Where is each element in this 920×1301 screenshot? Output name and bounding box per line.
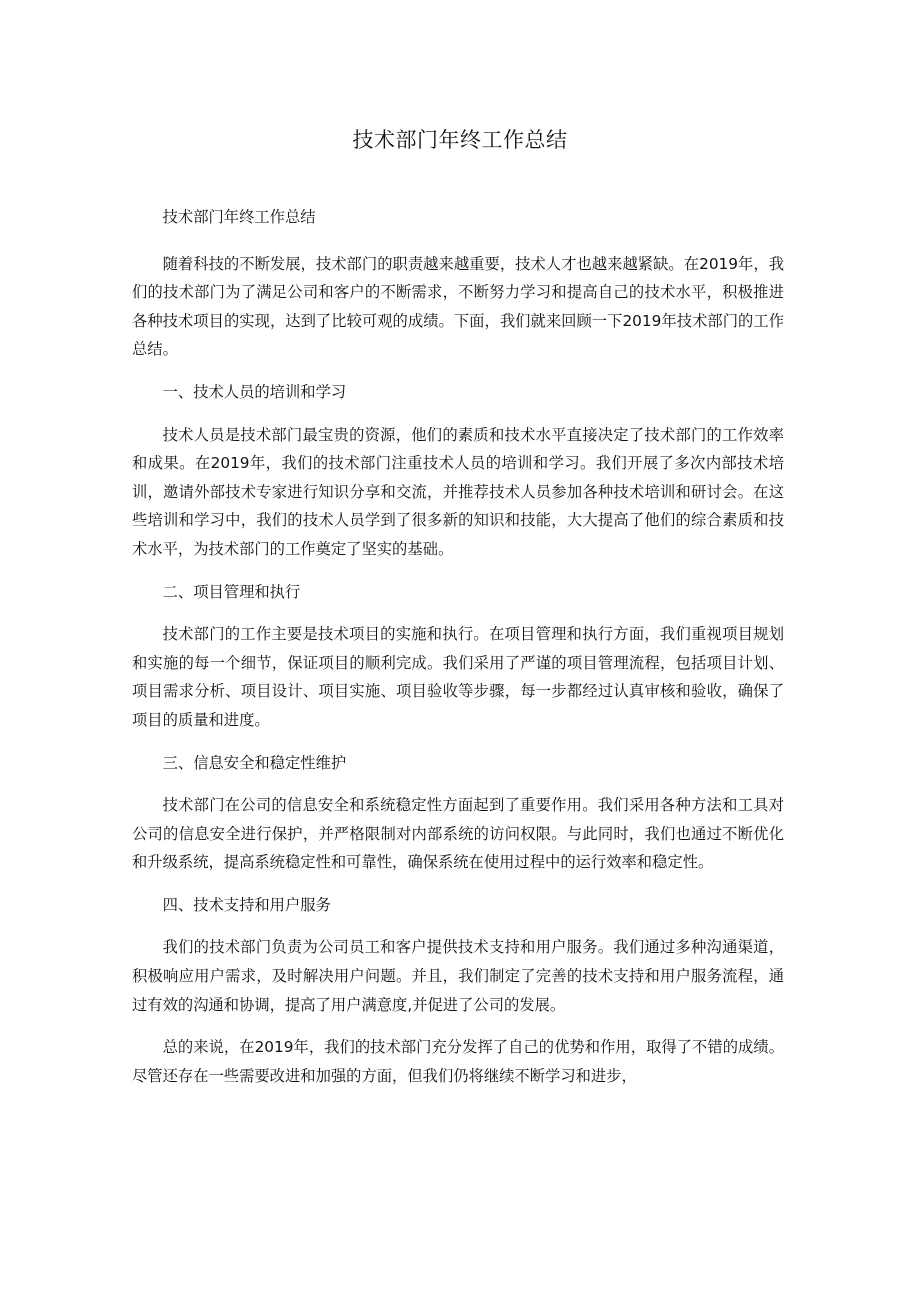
intro-paragraph: 随着科技的不断发展，技术部门的职责越来越重要，技术人才也越来越紧缺。在2019年，我们的技术部门为了满足公司和客户的不断需求，不断努力学习和提高自己的技术水平，积极推进各种技术项目的实现，达到了比较可观的成绩。下面，我们就来回顾一下2019年技术部门的工作总结。: [132, 254, 784, 359]
section-2-paragraph: 技术部门的工作主要是技术项目的实施和执行。在项目管理和执行方面，我们重视项目规划和实施的每一个细节，保证项目的顺利完成。我们采用了严谨的项目管理流程，包括项目计划、项目需求分析、项目设计、项目实施、项目验收等步骤，每一步都经过认真审核和验收，确保了项目的质量和进度。: [132, 625, 784, 729]
document-body: [132, 203, 784, 1104]
conclusion-paragraph: 总的来说，在2019年，我们的技术部门充分发挥了自己的优势和作用，取得了不错的成绩。尽管还存在一些需要改进和加强的方面，但我们仍将继续不断学习和进步，: [132, 1038, 784, 1085]
document-title: 技术部门年终工作总结: [352, 128, 568, 152]
document-subtitle: 技术部门年终工作总结: [162, 208, 316, 226]
section-1-heading: 一、技术人员的培训和学习: [162, 382, 347, 401]
section-4-heading: 四、技术支持和用户服务: [162, 895, 331, 914]
section-2-heading: 二、项目管理和执行: [162, 582, 301, 601]
section-1-paragraph: 技术人员是技术部门最宝贵的资源，他们的素质和技术水平直接决定了技术部门的工作效率和成果。在2019年，我们的技术部门注重技术人员的培训和学习。我们开展了多次内部技术培训，邀请外部技术专家进行知识分享和交流，并推荐技术人员参加各种技术培训和研讨会。在这些培训和学习中，我们的技术人员学到了很多新的知识和技能，大大提高了他们的综合素质和技术水平，为技术部门的工作奠定了坚实的基础。: [132, 425, 784, 558]
section-3-heading: 三、信息安全和稳定性维护: [162, 753, 347, 772]
section-4-paragraph: 我们的技术部门负责为公司员工和客户提供技术支持和用户服务。我们通过多种沟通渠道，积极响应用户需求，及时解决用户问题。并且，我们制定了完善的技术支持和用户服务流程，通过有效的沟通和协调，提高了用户满意度,并促进了公司的发展。: [132, 938, 784, 1014]
section-3-paragraph: 技术部门在公司的信息安全和系统稳定性方面起到了重要作用。我们采用各种方法和工具对公司的信息安全进行保护，并严格限制对内部系统的访问权限。与此同时，我们也通过不断优化和升级系统，提高系统稳定性和可靠性，确保系统在使用过程中的运行效率和稳定性。: [132, 796, 784, 872]
